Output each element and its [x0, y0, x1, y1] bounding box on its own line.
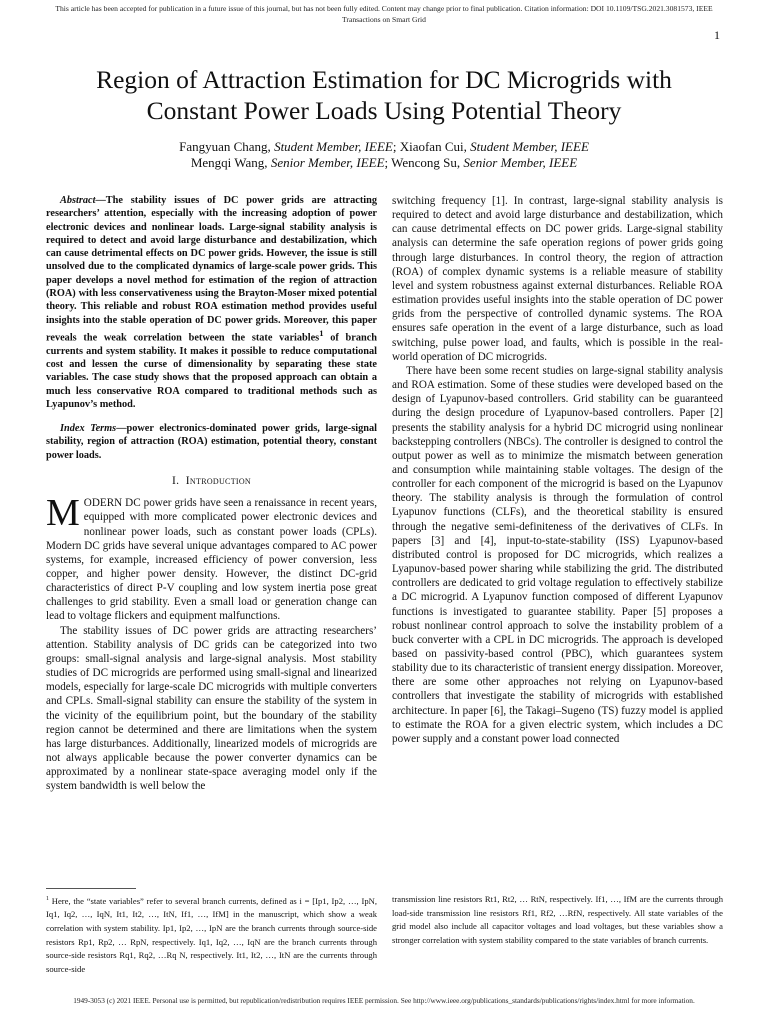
- author-line-2: [40, 155, 728, 171]
- journal-notice-line2: Transactions on Smart Grid: [342, 15, 426, 24]
- copyright-notice: 1949-3053 (c) 2021 IEEE. Personal use is permitted, but republication/redistribution requires IEEE permission. See http://www.ieee.org/publications_standards/publications/rights/index.html for more information.: [73, 996, 695, 1005]
- author-list: [40, 139, 728, 171]
- author-name: ; Xiaofan Cui,: [392, 139, 471, 154]
- index-terms-text: —power electronics-dominated power grids, large-signal stability, region of attraction (ROA) estimation, potential theory, constant power loads.: [46, 423, 377, 461]
- author-name: ; Wencong Su,: [384, 155, 464, 170]
- footnote-number: 1: [46, 896, 49, 902]
- journal-notice-line1: This article has been accepted for publication in a future issue of this journal, but has not been fully edited. Content may change prior to final publication. Citation information: DOI 10.1109/TSG.2021.3081573, IEEE: [55, 4, 713, 13]
- author-line-1: [40, 139, 728, 155]
- author-name: Fangyuan Chang,: [179, 139, 275, 154]
- footnote-left: [46, 893, 377, 976]
- author-role: Senior Member, IEEE: [463, 155, 578, 170]
- left-column: [46, 194, 377, 794]
- footnote-left-text: Here, the “state variables” refer to several branch currents, defined as i = [Ip1, Ip2, …, IpN, Iq1, Iq2, …, IqN, It1, It2, …, ItN, If1, …, IfM] in the manuscript, which show a weak correlation with system stability. Ip1, Ip2, …, IpN are the branch currents through source-side resistors Rp1, Rp2, … RpN, respectively. Iq1, Iq2, …, IqN are the branch currents through source-side resistors Rq1, Rq2, …Rq N, respectively. It1, It2, …, ItN are the currents through source-side: [46, 895, 377, 974]
- footnote-marker[interactable]: 1: [319, 327, 324, 338]
- right-paragraph-2: There have been some recent studies on large-signal stability analysis and ROA estimation. Some of these studies were developed based on the design of Lyapunov-based controllers. Grid stability can be guaranteed during the design procedure of Lyapunov-based controllers. Paper [2] presents the stability analysis for a hybrid DC microgrid using nonlinear backstepping controllers (NBCs). The controller is designed to control the output power as well as to minimize the mismatch between generation and consumption while maintaining stable voltages. The design of the controller for each component of the microgrid is based on the Lyapunov theory. The stability analysis is through the formulation of control Lyapunov functions (CLFs), and the theoretical stability is ensured through the negative semi-definiteness of the derivatives of CLFs. In papers [3] and [4], input-to-state-stability (ISS) Lyapunov-based distributed control is proposed for DC microgrids, which realizes a Lyapunov-based power sharing while stabilizing the grid. The distributed controllers are dedicated to grid voltage regulation to effectively stabilize a DC microgrid. A Lyapunov function composed of different Lyapunov functions is investigated to guarantee stability. Paper [5] proposes a robust nonlinear control approach to solve the instability problem of a buck converter with a CPL in DC microgrids. The approach is developed based on passivity-based control (PBC), which guarantees system stability due to its characteristic of transient energy dissipation. Moreover, there are some other approaches not relying on Lyapunov-based controllers that investigate the stability of microgrids with established architecture. In paper [6], the Takagi–Sugeno (TS) fuzzy model is applied to estimate the ROA for a given electric system, which includes a DC power supply and a constant power load connected: [392, 364, 723, 745]
- intro-paragraph-1: [46, 492, 377, 623]
- section-title: Introduction: [185, 474, 251, 488]
- section-number: I.: [172, 474, 180, 488]
- index-terms: [46, 422, 377, 462]
- journal-notice: [20, 3, 748, 25]
- author-role: Student Member, IEEE: [274, 139, 393, 154]
- intro-paragraph-1-text: ODERN DC power grids have seen a renaissance in recent years, equipped with more complicated power electronic devices and nonlinear power loads, such as constant power loads (CPLs). Modern DC grids have several unique advantages compared to AC power systems, for example, increased efficiency of power conversion, less copper, and higher power density. However, the distinct DC-grid characteristics of direct P-V coupling and low system inertia pose great challenges to grid stability. Even a small load or generation change can lead to voltage flickers and equipment malfunctions.: [46, 497, 377, 623]
- abstract: [46, 194, 377, 411]
- page-number: 1: [714, 28, 720, 42]
- footnote-divider: [46, 888, 136, 889]
- title-line-2: Constant Power Loads Using Potential Theory: [146, 96, 622, 125]
- abstract-text-continued: of branch currents and system stability. It makes it possible to reduce computational cost and lessen the curse of dimensionality by separating these state variables. The case study shows that the proposed approach can obtain a much less conservative ROA compared to traditional methods such as Lyapunov’s method.: [46, 332, 377, 410]
- author-name: Mengqi Wang,: [190, 155, 271, 170]
- intro-paragraph-2: The stability issues of DC power grids are attracting researchers’ attention. Stability analysis of DC grids can be categorized into two groups: small-signal analysis and large-signal analysis. Most stability studies of DC microgrids are performed using small-signal and linearized models, especially for large-scale DC microgrids with multiple converters and CPLs. Small-signal stability can ensure the stability of the system in the vicinity of the equilibrium point, but the boundary of the stability region cannot be determined and there are limitations when the system has large disturbances. Additionally, linearized models of microgrids are not always applicable because the power converter dynamics can be approximated by a nonlinear state-space averaging model only if the system bandwidth is well below the: [46, 624, 377, 793]
- paper-title: [40, 64, 728, 126]
- right-column: [392, 194, 723, 746]
- author-role: Senior Member, IEEE: [270, 155, 385, 170]
- title-line-1: Region of Attraction Estimation for DC Microgrids with: [96, 65, 672, 94]
- drop-cap: M: [46, 492, 80, 535]
- index-terms-label: Index Terms: [60, 423, 117, 435]
- abstract-label: Abstract: [60, 195, 96, 206]
- section-heading: [46, 474, 377, 488]
- right-paragraph-1: switching frequency [1]. In contrast, large-signal stability analysis is required to detect and avoid large disturbance and destabilization, which can cause detrimental effects on DC power grids. Large-signal stability analysis can determine the safe operation regions of power grids going through large disturbances. In control theory, the region of attraction (ROA) of complex dynamic systems is a reliable measure of stability level and system robustness against external disturbances. Reliable ROA estimation provides useful insights into the stable operation of DC power grids from the perspective of controlled dynamic systems. The ROA ensures safe operation in the event of a large disturbance, such as load switching, pulse power load, and faults, which is possible in the real-world operation of DC microgrids.: [392, 195, 723, 363]
- abstract-text: —The stability issues of DC power grids are attracting researchers’ attention, especially with the increasing adoption of power electronic devices and nonlinear loads. Large-signal stability analysis is required to detect and avoid large disturbance and destabilization, which can cause detrimental effects on DC power grids. However, the issue is still unsolved due to the complicated dynamics of large-scale power grids. This paper develops a novel method for estimation of the region of attraction (ROA) with less conservativeness using the Brayton-Moser mixed potential theory. This reliable and robust ROA estimation method provides useful insights into the stable operation of DC power grids. Moreover, this paper reveals the weak correlation between the state variables: [46, 195, 377, 344]
- footnote-right: transmission line resistors Rt1, Rt2, … RtN, respectively. If1, …, IfM are the currents through load-side transmission line resistors Rf1, Rf2, …RfN, respectively. All state variables of the grid model also include all capacitor voltages and load voltages, but these variables show a stronger correlation with system stability compared to the state variables of branch currents.: [392, 894, 723, 945]
- author-role: Student Member, IEEE: [470, 139, 589, 154]
